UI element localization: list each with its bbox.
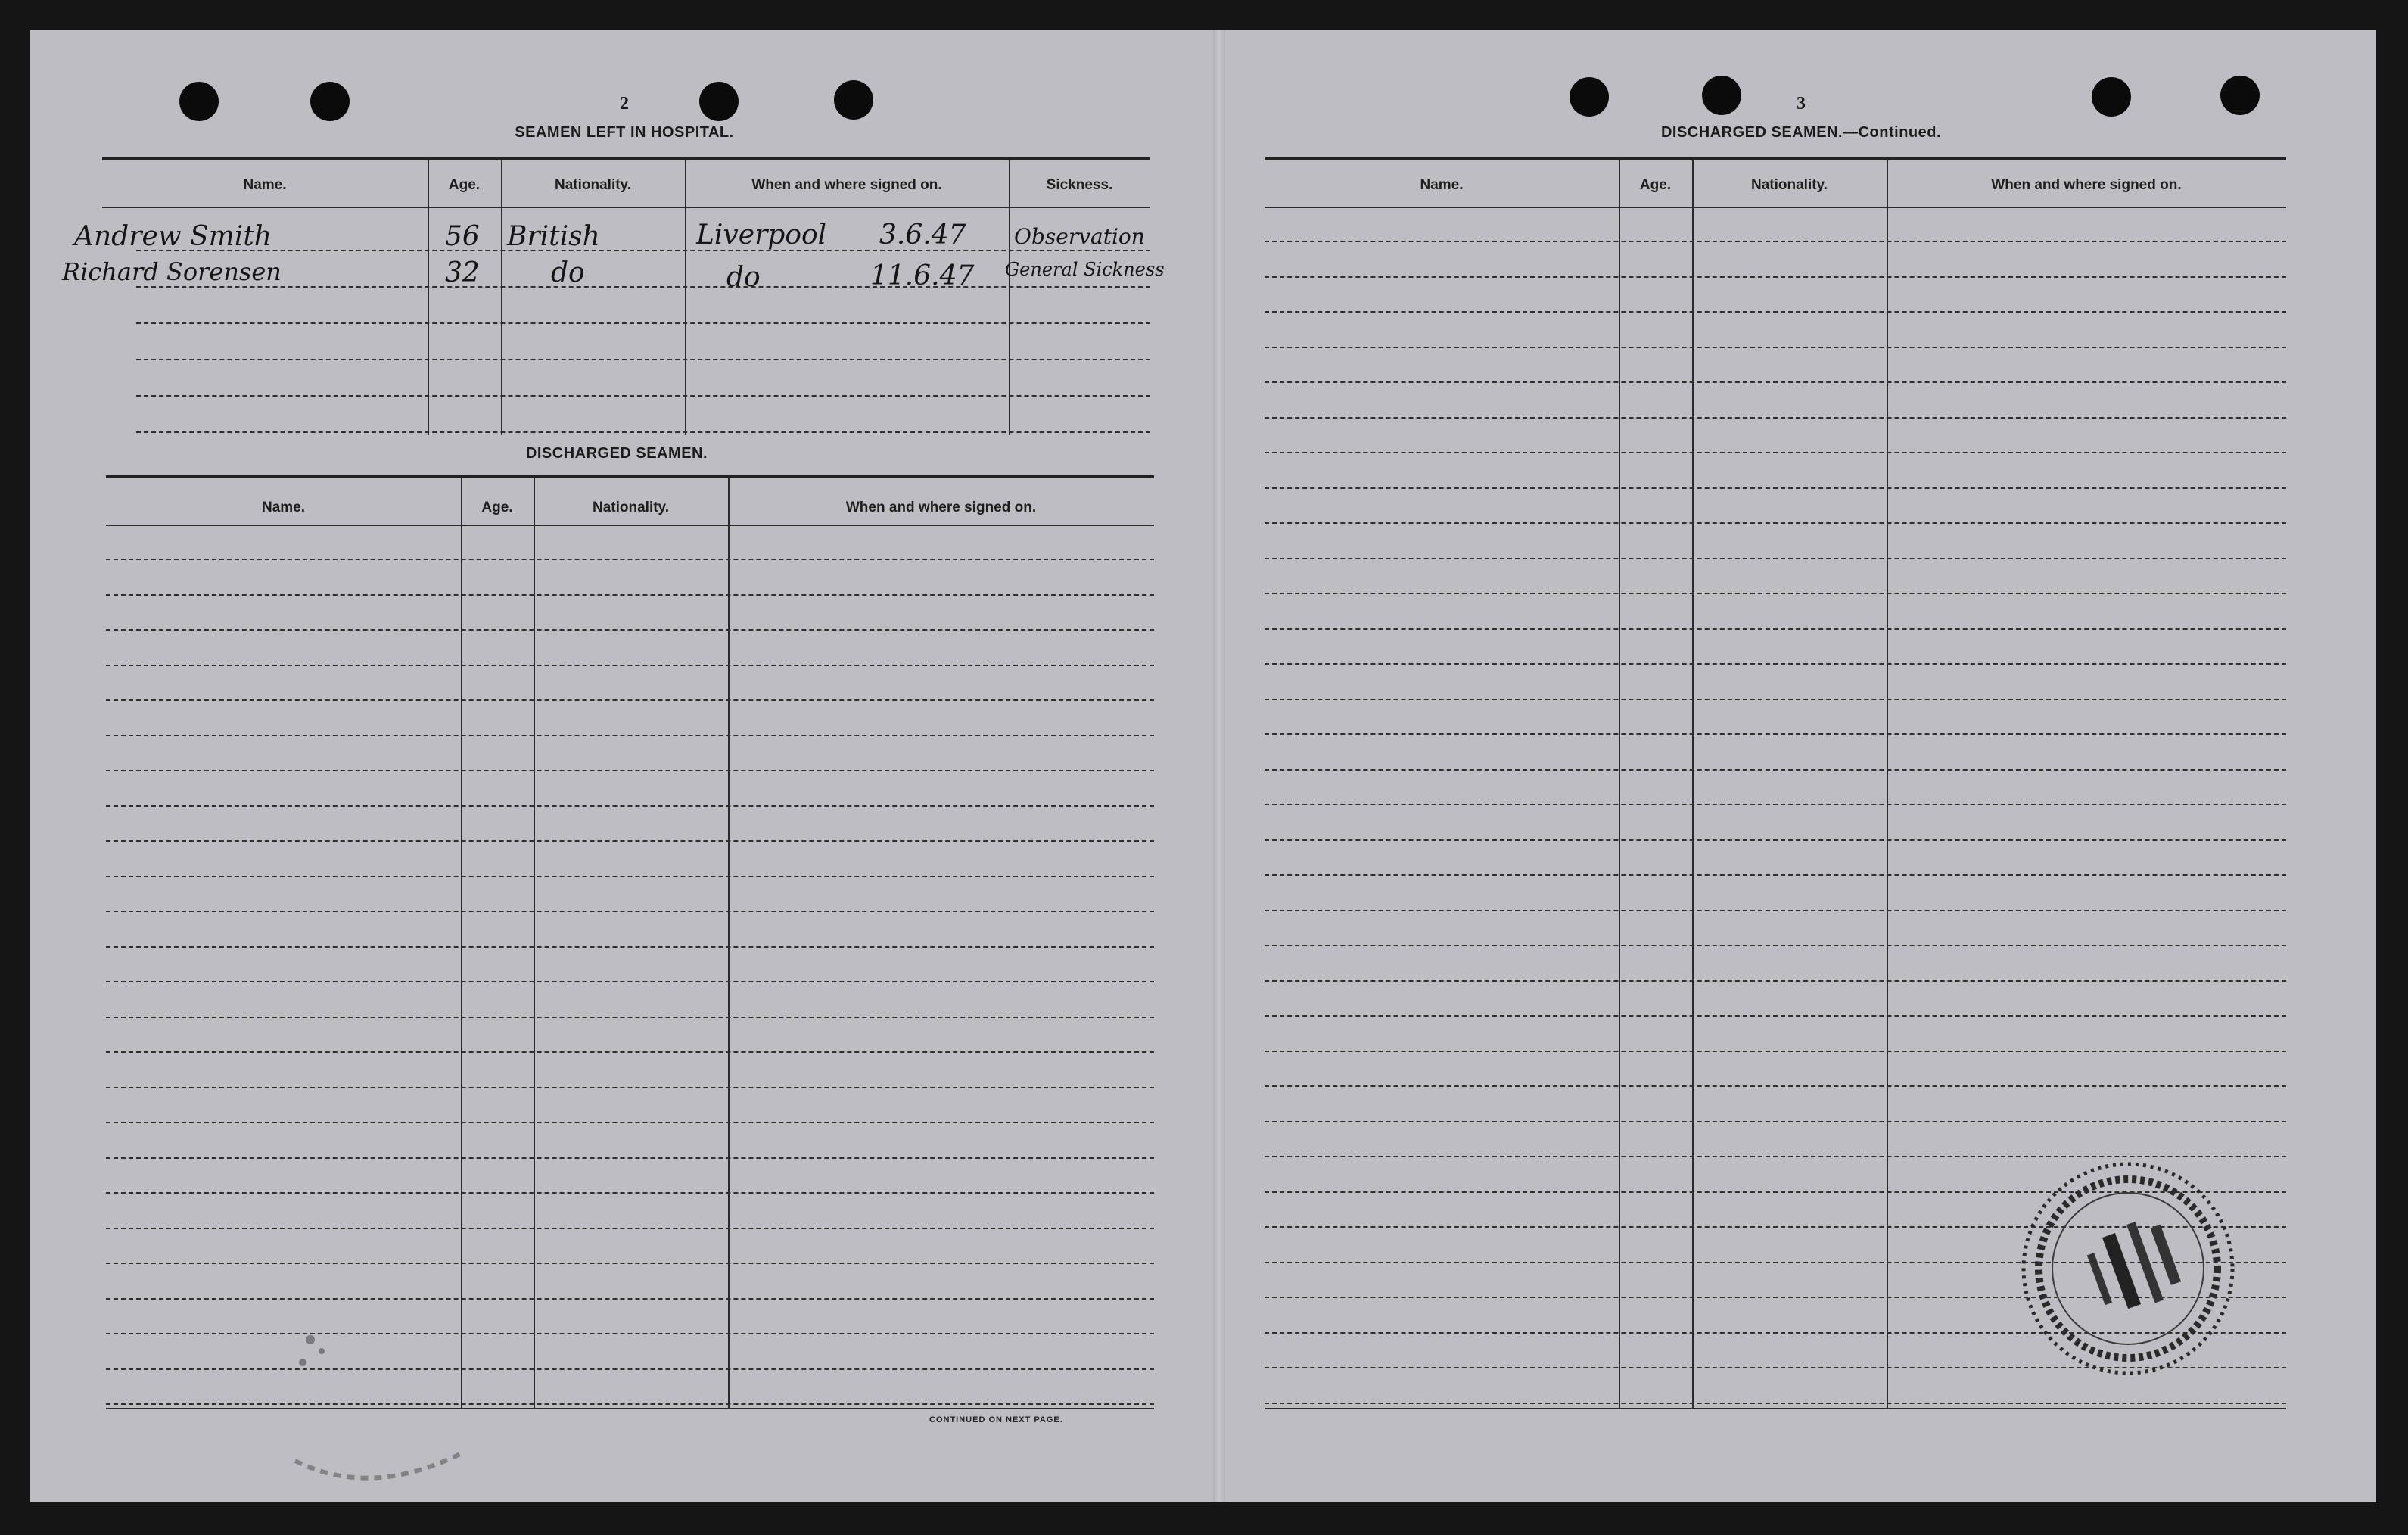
ruled-line — [106, 1157, 1154, 1159]
ruled-line — [1265, 417, 2286, 419]
document-sheet — [30, 30, 2376, 1502]
column-header-name: Name. — [1420, 177, 1464, 193]
ruled-line — [1265, 1015, 2286, 1017]
ruled-line — [106, 1122, 1154, 1123]
ruled-line — [106, 1192, 1154, 1194]
discharged-table — [106, 469, 1154, 1453]
ruled-line — [106, 594, 1154, 596]
table-row-2-date: 11.6.47 — [870, 260, 975, 291]
ruled-line — [1265, 839, 2286, 841]
column-header-name: Name. — [261, 500, 306, 515]
ruled-line — [1265, 487, 2286, 489]
ruled-line — [106, 911, 1154, 912]
ruled-line — [1265, 347, 2286, 348]
ruled-line — [1265, 593, 2286, 594]
column-header-signed-on: When and where signed on. — [751, 177, 942, 193]
ruled-line — [106, 1228, 1154, 1229]
table-row-1-place: Liverpool — [696, 220, 827, 251]
ruled-line — [1265, 980, 2286, 982]
ruled-line — [1265, 1085, 2286, 1087]
column-header-signed-on: When and where signed on. — [1991, 177, 2182, 193]
ruled-line — [106, 1263, 1154, 1264]
page-fold — [1213, 30, 1225, 1502]
faded-stamp — [280, 1309, 507, 1484]
ruled-line — [106, 1298, 1154, 1300]
ruled-line — [1265, 276, 2286, 278]
ruled-line — [106, 1087, 1154, 1088]
column-header-nationality: Nationality. — [555, 177, 631, 193]
ruled-line — [106, 770, 1154, 771]
ruled-line — [1265, 1121, 2286, 1122]
column-header-signed-on: When and where signed on. — [845, 500, 1037, 515]
table-row-2-name: Richard Sorensen — [62, 257, 282, 286]
ruled-line — [106, 1403, 1154, 1405]
ruled-line — [1265, 381, 2286, 383]
ruled-line — [106, 665, 1154, 666]
discharged-section-title: DISCHARGED SEAMEN. — [525, 445, 708, 462]
table-row-1-name: Andrew Smith — [74, 221, 272, 252]
column-header-sickness: Sickness. — [1046, 177, 1113, 193]
hospital-table — [102, 151, 1150, 469]
column-header-nationality: Nationality. — [1751, 177, 1828, 193]
table-row-1-date: 3.6.47 — [879, 220, 966, 251]
left-page — [30, 30, 1213, 1502]
column-header-age: Age. — [1639, 177, 1672, 193]
ruled-line — [106, 876, 1154, 877]
ruled-line — [1265, 733, 2286, 735]
column-header-age: Age. — [481, 500, 513, 515]
table-row-2-age: 32 — [445, 257, 480, 288]
page-number: 2 — [620, 94, 629, 114]
ruled-line — [106, 840, 1154, 842]
ruled-line — [106, 981, 1154, 982]
ruled-line — [106, 1017, 1154, 1018]
table-row-2-place: do — [726, 262, 761, 293]
ruled-line — [1265, 699, 2286, 700]
ruled-line — [1265, 1403, 2286, 1404]
ruled-line — [1265, 874, 2286, 876]
table-row-1-nationality: British — [507, 221, 600, 252]
ruled-line — [106, 699, 1154, 701]
ruled-line — [1265, 241, 2286, 242]
column-header-nationality: Nationality. — [593, 500, 669, 515]
ruled-line — [106, 805, 1154, 807]
continued-note: CONTINUED ON NEXT PAGE. — [929, 1415, 1063, 1424]
ruled-line — [1265, 628, 2286, 630]
ruled-line — [1265, 769, 2286, 771]
ruled-line — [106, 1368, 1154, 1370]
column-header-age: Age. — [448, 177, 481, 193]
ruled-line — [1265, 945, 2286, 946]
hospital-section-title: SEAMEN LEFT IN HOSPITAL. — [515, 124, 734, 141]
page-number: 3 — [1797, 94, 1806, 114]
ruled-line — [106, 735, 1154, 736]
ruled-line — [1265, 1051, 2286, 1052]
ruled-line — [1265, 452, 2286, 453]
column-header-name: Name. — [243, 177, 287, 193]
ruled-line — [106, 1333, 1154, 1334]
ruled-line — [106, 629, 1154, 631]
ruled-line — [106, 559, 1154, 560]
official-stamp — [2014, 1155, 2242, 1382]
table-row-1-sickness: Observation — [1014, 224, 1145, 249]
ruled-line — [1265, 910, 2286, 911]
discharged-continued-title: DISCHARGED SEAMEN.—Continued. — [1660, 124, 1942, 141]
ruled-line — [1265, 311, 2286, 313]
table-row-2-nationality: do — [551, 257, 585, 288]
ruled-line — [1265, 522, 2286, 524]
table-row-1-age: 56 — [445, 221, 480, 252]
table-row-2-sickness: General Sickness — [1005, 259, 1165, 280]
ruled-line — [106, 1051, 1154, 1053]
ruled-line — [106, 946, 1154, 948]
ruled-line — [1265, 558, 2286, 559]
ruled-line — [1265, 663, 2286, 665]
right-page — [1225, 30, 2376, 1502]
ruled-line — [1265, 804, 2286, 805]
